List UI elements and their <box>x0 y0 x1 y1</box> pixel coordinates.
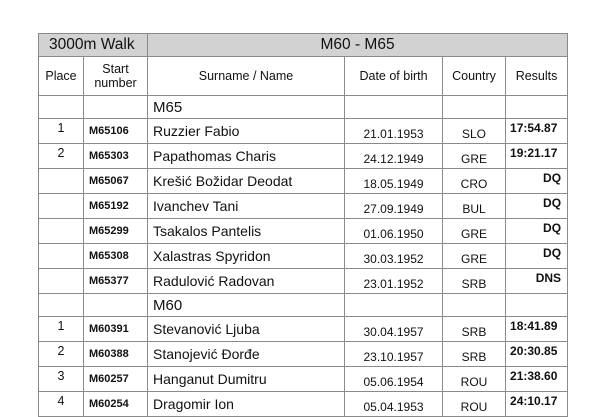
group-name: M65 <box>148 96 345 119</box>
column-header-name: Surname / Name <box>148 57 345 96</box>
country-cell: CRO <box>443 169 506 194</box>
table-row <box>39 144 568 169</box>
date-of-birth-cell: 23.10.1957 <box>345 342 443 367</box>
group-empty-cell <box>84 294 148 317</box>
group-empty-cell <box>443 96 506 119</box>
athlete-name-cell: Radulović Radovan <box>148 269 345 294</box>
column-header-place: Place <box>39 57 84 96</box>
place-cell <box>39 169 84 194</box>
start-number-cell: M60388 <box>84 342 148 367</box>
group-empty-cell <box>345 96 443 119</box>
start-number-cell: M65299 <box>84 219 148 244</box>
country-cell: SRB <box>443 342 506 367</box>
result-cell: 17:54.87 <box>506 119 568 144</box>
start-number-cell: M60257 <box>84 367 148 392</box>
result-cell: DNS <box>506 269 568 294</box>
table-row <box>39 367 568 392</box>
place-cell <box>39 244 84 269</box>
athlete-name-cell: Stanojević Đorđe <box>148 342 345 367</box>
country-cell: GRE <box>443 219 506 244</box>
table-row <box>39 269 568 294</box>
results-table-body <box>39 34 568 417</box>
column-header-results: Results <box>506 57 568 96</box>
place-cell <box>39 219 84 244</box>
athlete-name-cell: Ruzzier Fabio <box>148 119 345 144</box>
start-number-cell: M65377 <box>84 269 148 294</box>
athlete-name-cell: Stevanović Ljuba <box>148 317 345 342</box>
result-cell: DQ <box>506 194 568 219</box>
date-of-birth-cell: 30.03.1952 <box>345 244 443 269</box>
table-row <box>39 119 568 144</box>
table-row <box>39 244 568 269</box>
place-cell <box>39 194 84 219</box>
result-cell: 20:30.85 <box>506 342 568 367</box>
athlete-name-cell: Tsakalos Pantelis <box>148 219 345 244</box>
table-row <box>39 219 568 244</box>
group-name: M60 <box>148 294 345 317</box>
result-cell: 19:21.17 <box>506 144 568 169</box>
date-of-birth-cell: 18.05.1949 <box>345 169 443 194</box>
category-title: M60 - M65 <box>148 34 568 57</box>
group-header-row <box>39 294 568 317</box>
group-empty-cell <box>443 294 506 317</box>
place-cell: 1 <box>39 317 84 342</box>
date-of-birth-cell: 30.04.1957 <box>345 317 443 342</box>
date-of-birth-cell: 05.04.1953 <box>345 392 443 417</box>
country-cell: SLO <box>443 119 506 144</box>
date-of-birth-cell: 01.06.1950 <box>345 219 443 244</box>
result-cell: 21:38.60 <box>506 367 568 392</box>
group-empty-cell <box>39 96 84 119</box>
start-number-cell: M65106 <box>84 119 148 144</box>
start-number-cell: M65308 <box>84 244 148 269</box>
country-cell: BUL <box>443 194 506 219</box>
country-cell: SRB <box>443 269 506 294</box>
column-header-start-line2: number <box>94 76 137 90</box>
result-cell: 24:10.17 <box>506 392 568 417</box>
date-of-birth-cell: 21.01.1953 <box>345 119 443 144</box>
table-row <box>39 169 568 194</box>
athlete-name-cell: Hanganut Dumitru <box>148 367 345 392</box>
group-header-row <box>39 96 568 119</box>
result-cell: DQ <box>506 219 568 244</box>
group-empty-cell <box>506 96 568 119</box>
country-cell: ROU <box>443 392 506 417</box>
column-header-start-line1: Start <box>102 62 129 76</box>
column-header-start-number <box>84 57 148 96</box>
column-header-country: Country <box>443 57 506 96</box>
date-of-birth-cell: 27.09.1949 <box>345 194 443 219</box>
column-header-dob: Date of birth <box>345 57 443 96</box>
table-row <box>39 194 568 219</box>
title-row <box>39 34 568 57</box>
athlete-name-cell: Ivanchev Tani <box>148 194 345 219</box>
group-empty-cell <box>39 294 84 317</box>
start-number-cell: M65192 <box>84 194 148 219</box>
date-of-birth-cell: 05.06.1954 <box>345 367 443 392</box>
start-number-cell: M60391 <box>84 317 148 342</box>
athlete-name-cell: Xalastras Spyridon <box>148 244 345 269</box>
country-cell: GRE <box>443 244 506 269</box>
date-of-birth-cell: 23.01.1952 <box>345 269 443 294</box>
country-cell: ROU <box>443 367 506 392</box>
table-row <box>39 392 568 417</box>
result-cell: DQ <box>506 244 568 269</box>
country-cell: SRB <box>443 317 506 342</box>
start-number-cell: M65067 <box>84 169 148 194</box>
group-empty-cell <box>506 294 568 317</box>
event-title: 3000m Walk <box>39 34 148 57</box>
place-cell: 2 <box>39 342 84 367</box>
date-of-birth-cell: 24.12.1949 <box>345 144 443 169</box>
results-table <box>38 33 568 417</box>
column-header-row <box>39 57 568 96</box>
place-cell: 3 <box>39 367 84 392</box>
group-empty-cell <box>84 96 148 119</box>
athlete-name-cell: Papathomas Charis <box>148 144 345 169</box>
start-number-cell: M60254 <box>84 392 148 417</box>
country-cell: GRE <box>443 144 506 169</box>
result-cell: DQ <box>506 169 568 194</box>
place-cell <box>39 269 84 294</box>
result-cell: 18:41.89 <box>506 317 568 342</box>
table-row <box>39 317 568 342</box>
place-cell: 2 <box>39 144 84 169</box>
place-cell: 1 <box>39 119 84 144</box>
athlete-name-cell: Dragomir Ion <box>148 392 345 417</box>
place-cell: 4 <box>39 392 84 417</box>
group-empty-cell <box>345 294 443 317</box>
athlete-name-cell: Krešić Božidar Deodat <box>148 169 345 194</box>
start-number-cell: M65303 <box>84 144 148 169</box>
table-row <box>39 342 568 367</box>
